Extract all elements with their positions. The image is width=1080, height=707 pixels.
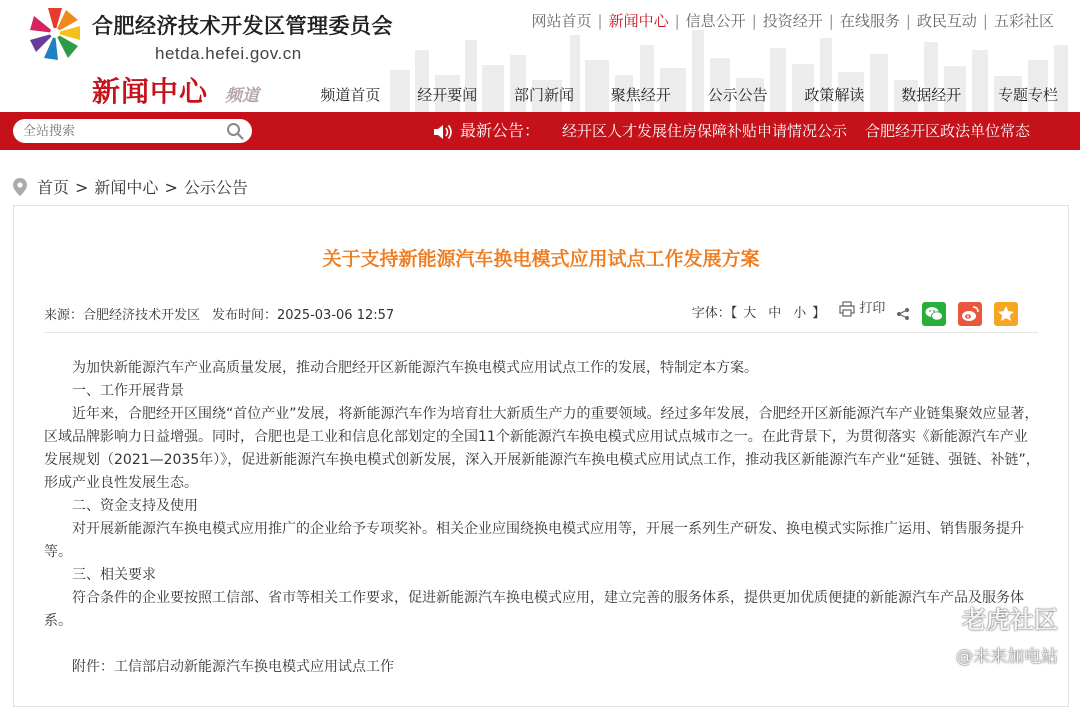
weibo-icon [958, 302, 982, 326]
wechat-icon [922, 302, 946, 326]
article-meta [44, 304, 394, 323]
article-title: 关于支持新能源汽车换电模式应用试点工作发展方案 [322, 248, 760, 270]
article-section-heading: 二、资金支持及使用 [72, 498, 198, 514]
separator: | [674, 12, 680, 30]
nav-policy[interactable]: 政策解读 [804, 86, 865, 104]
separator: | [751, 12, 757, 30]
bracket-close: 】 [812, 306, 826, 321]
site-name: 合肥经济技术开发区管理委员会 [92, 14, 393, 38]
watermark-text: 老虎社区 [962, 606, 1058, 634]
watermark-community [926, 600, 1058, 635]
font-size-large[interactable]: 大 [743, 306, 757, 321]
location-pin-icon [13, 178, 27, 196]
font-size-medium[interactable]: 中 [768, 306, 782, 321]
breadcrumb-announcements[interactable]: 公示公告 [183, 178, 248, 197]
channel-subtitle: 频道 [225, 86, 259, 106]
separator: | [982, 12, 988, 30]
watermark-logo-icon [926, 602, 956, 632]
wechat-share-icon[interactable] [922, 302, 946, 326]
favorite-star-icon[interactable] [994, 302, 1018, 326]
top-link-news-center[interactable]: 新闻中心 [608, 12, 669, 30]
separator: | [828, 12, 834, 30]
article-content [44, 357, 1040, 679]
weibo-share-icon[interactable] [958, 302, 982, 326]
nav-channel-home[interactable]: 频道首页 [320, 86, 381, 104]
nav-special-topics[interactable]: 专题专栏 [997, 86, 1058, 104]
font-size-small[interactable]: 小 [793, 306, 807, 321]
breadcrumb [13, 175, 248, 198]
breadcrumb-news-center[interactable]: 新闻中心 [94, 178, 159, 197]
top-link-home[interactable]: 网站首页 [531, 12, 592, 30]
print-button[interactable] [839, 296, 885, 322]
separator: | [905, 12, 911, 30]
search-box [13, 119, 252, 143]
breadcrumb-separator: > [164, 178, 178, 197]
notice-link[interactable]: 合肥经开区政法单位常态 [865, 122, 1031, 140]
separator: | [597, 12, 603, 30]
notice-link[interactable]: 经开区人才发展住房保障补贴申请情况公示 [562, 122, 848, 140]
top-link-interaction[interactable]: 政民互动 [916, 12, 977, 30]
article-paragraph: 符合条件的企业要按照工信部、省市等相关工作要求，促进新能源汽车换电模式应用，建立完善的服务体系，提供更加优质便捷的新能源汽车产品及服务体系。 [44, 590, 1024, 629]
article-paragraph: 为加快新能源汽车产业高质量发展，推动合肥经开区新能源汽车换电模式应用试点工作的发展，特制定本方案。 [72, 360, 758, 376]
latest-notice [432, 112, 1048, 150]
nav-focus[interactable]: 聚焦经开 [610, 86, 671, 104]
breadcrumb-home[interactable]: 首页 [37, 178, 70, 197]
article-paragraph: 对开展新能源汽车换电模式应用推广的企业给予专项奖补。相关企业应围绕换电模式应用等，开展一系列生产研发、换电模式实际推广运用、销售服务提升等。 [44, 521, 1024, 560]
nav-department-news[interactable]: 部门新闻 [514, 86, 575, 104]
star-icon [994, 302, 1018, 326]
article-container [13, 205, 1069, 707]
print-label: 打印 [859, 301, 886, 316]
article-section-heading: 三、相关要求 [72, 567, 156, 583]
article-attachment[interactable]: 附件：工信部启动新能源汽车换电模式应用试点工作 [72, 659, 394, 675]
red-notice-bar [0, 112, 1080, 150]
article-source: 来源：合肥经济技术开发区 [44, 308, 201, 323]
channel-title: 新闻中心 [92, 75, 209, 108]
font-size-label: 字体： [691, 306, 731, 321]
search-icon[interactable] [226, 122, 244, 140]
search-input[interactable] [13, 119, 223, 143]
breadcrumb-separator: > [75, 178, 89, 197]
article-section-heading: 一、工作开展背景 [72, 383, 184, 399]
channel-nav [288, 84, 1058, 105]
share-icon[interactable] [896, 307, 910, 321]
article-tools [692, 296, 1018, 322]
site-logo-icon[interactable] [28, 6, 82, 60]
nav-announcements[interactable]: 公示公告 [707, 86, 768, 104]
article-publish-time: 发布时间：2025-03-06 12:57 [212, 308, 395, 323]
top-link-info-public[interactable]: 信息公开 [685, 12, 746, 30]
nav-key-news[interactable]: 经开要闻 [417, 86, 478, 104]
notice-label: 最新公告： [460, 121, 541, 140]
article-paragraph: 近年来，合肥经开区围绕“首位产业”发展，将新能源汽车作为培育壮大新质生产力的重要领域。经过多年发展，合肥经开区新能源汽车产业链集聚效应显著，区域品牌影响力日益增强。同时，合肥也是工业和信息化部划定的全国11个新能源汽车换电模式应用试点城市之一。在此背景下，为贯彻落实《新能源汽车产业发展规划（2021—2035年）》，促进新能源汽车换电模式创新发展，深入开展新能源汽车换电模式应用试点工作，推动我区新能源汽车产业“延链、强链、补链”，形成产业良性发展生态。 [44, 406, 1040, 491]
meta-divider [44, 332, 1038, 333]
site-header [0, 0, 1080, 112]
nav-data[interactable]: 数据经开 [901, 86, 962, 104]
watermark-author: @未来加电站 [956, 647, 1058, 667]
top-link-invest[interactable]: 投资经开 [762, 12, 823, 30]
top-links [532, 10, 1054, 31]
site-domain: hetda.hefei.gov.cn [155, 44, 302, 63]
top-link-online-service[interactable]: 在线服务 [839, 12, 900, 30]
top-link-community[interactable]: 五彩社区 [993, 12, 1054, 30]
bracket-open: 【 [730, 306, 738, 321]
print-icon [839, 301, 855, 317]
speaker-icon [432, 123, 454, 141]
